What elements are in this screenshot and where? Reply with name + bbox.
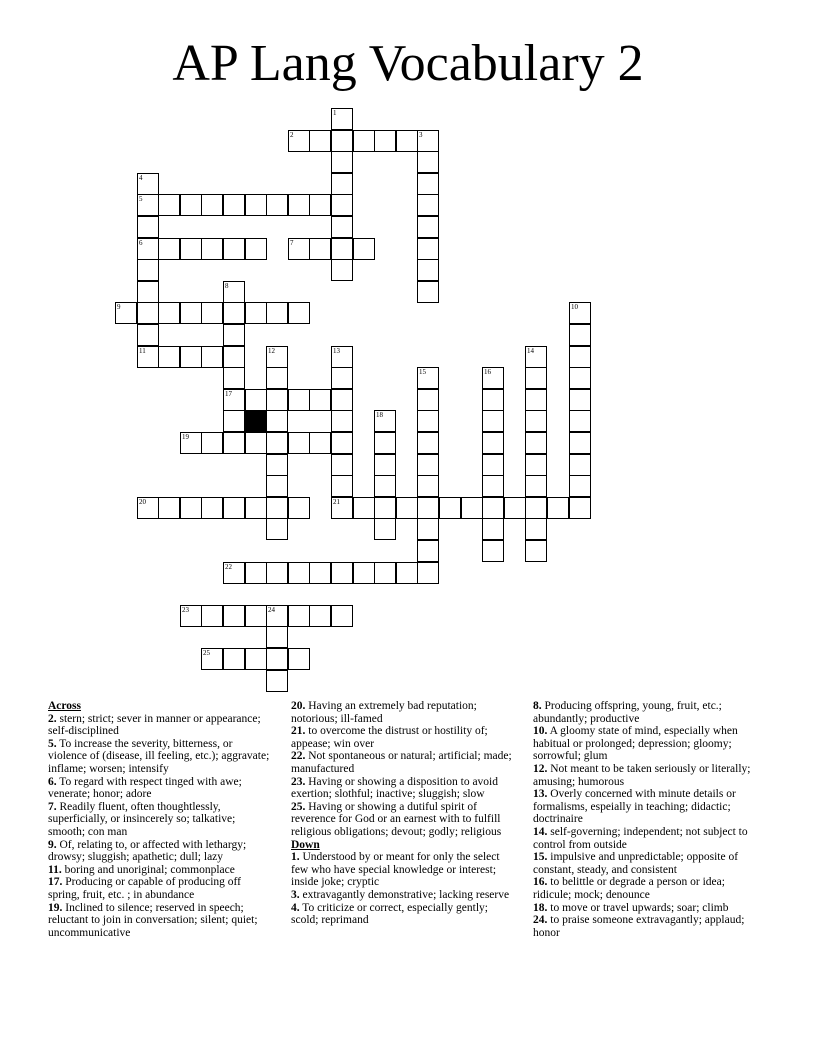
across-clue-5: 5. To increase the severity, bitterness, or violence of (disease, ill feeling, etc.); aggravate; inflame; worsen; intensify	[48, 737, 270, 775]
crossword-cell[interactable]	[180, 346, 202, 368]
crossword-cell[interactable]	[547, 497, 569, 519]
crossword-cell[interactable]	[417, 497, 439, 519]
clue-number-12: 12	[268, 347, 275, 355]
crossword-cell[interactable]	[288, 497, 310, 519]
crossword-cell[interactable]	[417, 562, 439, 584]
crossword-cell[interactable]	[482, 497, 504, 519]
crossword-cell[interactable]	[331, 389, 353, 411]
crossword-cell[interactable]	[331, 173, 353, 195]
across-clue-11: 11. boring and unoriginal; commonplace	[48, 863, 235, 876]
crossword-cell[interactable]	[223, 432, 245, 454]
crossword-cell[interactable]	[309, 194, 331, 216]
crossword-cell[interactable]	[569, 475, 591, 497]
down-clue-10: 10. A gloomy state of mind, especially when habitual or prolonged; depression; gloomy; sorrowful; glum	[533, 725, 738, 763]
crossword-cell[interactable]	[137, 324, 159, 346]
across-heading: Across	[48, 700, 82, 712]
crossword-cell[interactable]	[137, 216, 159, 238]
crossword-cell[interactable]	[266, 518, 288, 540]
crossword-cell[interactable]	[353, 497, 375, 519]
down-clue-4: 4. To criticize or correct, especially gently; scold; reprimand	[291, 901, 488, 927]
crossword-cell[interactable]	[353, 130, 375, 152]
crossword-cell[interactable]	[525, 410, 547, 432]
across-clue-20: 20. Having an extremely bad reputation; notorious; ill-famed	[291, 700, 477, 725]
crossword-cell[interactable]	[266, 389, 288, 411]
crossword-cell[interactable]	[417, 454, 439, 476]
clue-number-4: 4	[139, 174, 143, 182]
crossword-cell[interactable]	[201, 302, 223, 324]
crossword-cell[interactable]	[353, 238, 375, 260]
clue-number-24: 24	[268, 606, 275, 614]
crossword-cell[interactable]	[374, 562, 396, 584]
crossword-cell[interactable]	[331, 259, 353, 281]
crossword-cell[interactable]	[201, 605, 223, 627]
down-clue-15: 15. impulsive and unpredictable; opposite of constant, steady, and consistent	[533, 851, 739, 876]
crossword-cell[interactable]	[482, 518, 504, 540]
crossword-cell[interactable]	[461, 497, 483, 519]
crossword-cell[interactable]	[374, 475, 396, 497]
across-clue-7: 7. Readily fluent, often thoughtlessly, superficially, or insincerely so; talkative; smooth; con man	[48, 800, 236, 838]
crossword-cell[interactable]	[417, 475, 439, 497]
crossword-cell[interactable]	[525, 518, 547, 540]
down-heading: Down	[291, 838, 320, 851]
crossword-cell[interactable]	[223, 346, 245, 368]
clue-number-7: 7	[290, 239, 294, 247]
crossword-cell[interactable]	[353, 562, 375, 584]
clue-number-2: 2	[290, 131, 294, 139]
crossword-cell[interactable]	[417, 238, 439, 260]
crossword-cell[interactable]	[245, 648, 267, 670]
across-clue-21: 21. to overcome the distrust or hostility of; appease; win over	[291, 725, 488, 750]
crossword-cell[interactable]	[396, 562, 418, 584]
crossword-cell[interactable]	[201, 432, 223, 454]
crossword-cell[interactable]	[288, 389, 310, 411]
crossword-cell[interactable]	[569, 346, 591, 368]
crossword-cell[interactable]	[223, 367, 245, 389]
crossword-cell[interactable]	[266, 648, 288, 670]
crossword-cell[interactable]	[417, 281, 439, 303]
across-clue-19: 19. Inclined to silence; reserved in speech; reluctant to join in conversation; silent; quiet; uncommunicative	[48, 901, 258, 939]
crossword-cell[interactable]	[331, 475, 353, 497]
crossword-cell[interactable]	[525, 367, 547, 389]
crossword-cell[interactable]	[266, 626, 288, 648]
crossword-cell[interactable]	[374, 497, 396, 519]
down-clue-8: 8. Producing offspring, young, fruit, etc.; abundantly; productive	[533, 700, 722, 725]
crossword-cell[interactable]	[482, 540, 504, 562]
crossword-cell[interactable]	[309, 432, 331, 454]
crossword-cell[interactable]	[396, 497, 418, 519]
crossword-cell[interactable]	[223, 605, 245, 627]
clue-number-23: 23	[182, 606, 189, 614]
crossword-cell[interactable]	[525, 475, 547, 497]
crossword-cell[interactable]	[288, 648, 310, 670]
crossword-cell[interactable]	[245, 497, 267, 519]
crossword-cell[interactable]	[266, 497, 288, 519]
crossword-cell[interactable]	[569, 454, 591, 476]
crossword-cell[interactable]	[331, 454, 353, 476]
crossword-cell[interactable]	[374, 130, 396, 152]
crossword-cell[interactable]	[374, 432, 396, 454]
crossword-cell[interactable]	[417, 216, 439, 238]
crossword-cell[interactable]	[223, 194, 245, 216]
crossword-cell[interactable]	[482, 389, 504, 411]
crossword-cell[interactable]	[223, 302, 245, 324]
crossword-cell[interactable]	[201, 238, 223, 260]
crossword-cell[interactable]	[223, 410, 245, 432]
down-clue-13: 13. Overly concerned with minute details or formalisms, espeially in teaching; didactic; doctrinaire	[533, 788, 736, 826]
crossword-cell[interactable]	[331, 410, 353, 432]
crossword-cell[interactable]	[569, 432, 591, 454]
clue-number-22: 22	[225, 563, 232, 571]
across-clue-22: 22. Not spontaneous or natural; artificial; made; manufactured	[291, 750, 512, 775]
crossword-cell[interactable]	[158, 497, 180, 519]
clue-number-17: 17	[225, 390, 232, 398]
across-clue-2: 2. stern; strict; sever in manner or appearance; self-disciplined	[48, 712, 261, 738]
crossword-cell[interactable]	[245, 605, 267, 627]
crossword-cell[interactable]	[158, 194, 180, 216]
clue-number-1: 1	[333, 109, 337, 117]
clue-number-19: 19	[182, 433, 189, 441]
crossword-cell[interactable]	[288, 432, 310, 454]
crossword-cell[interactable]	[417, 432, 439, 454]
clue-number-25: 25	[203, 649, 210, 657]
down-clue-3: 3. extravagantly demonstrative; lacking reserve	[291, 888, 510, 901]
crossword-cell[interactable]	[525, 497, 547, 519]
crossword-cell[interactable]	[525, 432, 547, 454]
crossword-cell[interactable]	[201, 194, 223, 216]
crossword-cell[interactable]	[309, 389, 331, 411]
crossword-black-cell	[245, 410, 267, 432]
crossword-cell[interactable]	[569, 497, 591, 519]
down-clue-1: 1. Understood by or meant for only the select few who have special knowledge or interest; inside joke; cryptic	[291, 851, 500, 889]
crossword-cell[interactable]	[309, 605, 331, 627]
page-title: AP Lang Vocabulary 2	[172, 35, 644, 92]
crossword-cell[interactable]	[482, 454, 504, 476]
crossword-cell[interactable]	[482, 432, 504, 454]
crossword-cell[interactable]	[417, 194, 439, 216]
crossword-cell[interactable]	[525, 389, 547, 411]
clue-number-5: 5	[139, 195, 143, 203]
crossword-cell[interactable]	[569, 389, 591, 411]
crossword-cell[interactable]	[288, 302, 310, 324]
crossword-cell[interactable]	[245, 389, 267, 411]
crossword-cell[interactable]	[266, 562, 288, 584]
crossword-cell[interactable]	[309, 238, 331, 260]
crossword-cell[interactable]	[201, 346, 223, 368]
clue-number-15: 15	[419, 368, 426, 376]
clues-column-3	[533, 700, 755, 939]
crossword-cell[interactable]	[417, 173, 439, 195]
crossword-cell[interactable]	[417, 389, 439, 411]
crossword-cell[interactable]	[180, 497, 202, 519]
crossword-cell[interactable]	[374, 454, 396, 476]
across-clue-25: 25. Having or showing a dutiful spirit of reverence for God or an earnest with to fulfill religious obligations; devout; godly; religious	[291, 800, 502, 838]
crossword-cell[interactable]	[331, 130, 353, 152]
crossword-cell[interactable]	[266, 194, 288, 216]
crossword-cell[interactable]	[266, 302, 288, 324]
across-clue-23: 23. Having or showing a disposition to avoid exertion; slothful; inactive; sluggish; slow	[291, 775, 498, 801]
crossword-cell[interactable]	[288, 605, 310, 627]
crossword-cell[interactable]	[309, 562, 331, 584]
crossword-cell[interactable]	[158, 238, 180, 260]
crossword-cell[interactable]	[137, 281, 159, 303]
crossword-cell[interactable]	[288, 562, 310, 584]
clue-number-10: 10	[571, 303, 578, 311]
crossword-cell[interactable]	[569, 324, 591, 346]
down-clue-16: 16. to belittle or degrade a person or idea; ridicule; mock; denounce	[533, 876, 725, 901]
crossword-cell[interactable]	[245, 194, 267, 216]
crossword-cell[interactable]	[417, 151, 439, 173]
crossword-cell[interactable]	[331, 216, 353, 238]
across-clue-9: 9. Of, relating to, or affected with lethargy; drowsy; sluggish; apathetic; dull; lazy	[48, 838, 247, 864]
crossword-cell[interactable]	[331, 562, 353, 584]
crossword-cell[interactable]	[266, 367, 288, 389]
crossword-cell[interactable]	[309, 130, 331, 152]
crossword-cell[interactable]	[288, 194, 310, 216]
crossword-cell[interactable]	[180, 302, 202, 324]
across-clue-6: 6. To regard with respect tinged with awe; venerate; honor; adore	[48, 775, 242, 801]
clue-number-16: 16	[484, 368, 491, 376]
crossword-cell[interactable]	[266, 410, 288, 432]
crossword-cell[interactable]	[569, 367, 591, 389]
crossword-cell[interactable]	[223, 238, 245, 260]
crossword-cell[interactable]	[396, 130, 418, 152]
crossword-cell[interactable]	[158, 346, 180, 368]
crossword-cell[interactable]	[417, 540, 439, 562]
crossword-cell[interactable]	[137, 259, 159, 281]
crossword-cell[interactable]	[266, 475, 288, 497]
clue-number-14: 14	[527, 347, 534, 355]
clue-number-6: 6	[139, 239, 143, 247]
crossword-cell[interactable]	[569, 410, 591, 432]
crossword-cell[interactable]	[158, 302, 180, 324]
crossword-cell[interactable]	[201, 497, 223, 519]
crossword-cell[interactable]	[439, 497, 461, 519]
crossword-cell[interactable]	[417, 518, 439, 540]
crossword-cell[interactable]	[482, 475, 504, 497]
crossword-cell[interactable]	[180, 238, 202, 260]
crossword-cell[interactable]	[245, 562, 267, 584]
clue-number-20: 20	[139, 498, 146, 506]
crossword-cell[interactable]	[525, 454, 547, 476]
crossword-cell[interactable]	[245, 238, 267, 260]
clue-number-21: 21	[333, 498, 340, 506]
crossword-cell[interactable]	[245, 432, 267, 454]
crossword-cell[interactable]	[417, 410, 439, 432]
crossword-cell[interactable]	[331, 151, 353, 173]
crossword-cell[interactable]	[331, 238, 353, 260]
crossword-cell[interactable]	[525, 540, 547, 562]
crossword-cell[interactable]	[417, 259, 439, 281]
crossword-cell[interactable]	[180, 194, 202, 216]
crossword-cell[interactable]	[374, 518, 396, 540]
down-clue-14: 14. self-governing; independent; not subject to control from outside	[533, 825, 748, 851]
crossword-cell[interactable]	[223, 648, 245, 670]
clue-number-11: 11	[139, 347, 146, 355]
across-clue-17: 17. Producing or capable of producing off spring, fruit, etc. ; in abundance	[48, 876, 242, 901]
down-clue-18: 18. to move or travel upwards; soar; climb	[533, 901, 729, 914]
clue-number-3: 3	[419, 131, 423, 139]
clue-number-9: 9	[117, 303, 121, 311]
down-clue-24: 24. to praise someone extravagantly; applaud; honor	[533, 914, 745, 939]
crossword-cell[interactable]	[331, 194, 353, 216]
crossword-cell[interactable]	[245, 302, 267, 324]
crossword-cell[interactable]	[331, 605, 353, 627]
clues-column-2	[291, 700, 513, 927]
clues-column-1	[48, 700, 270, 939]
crossword-cell[interactable]	[266, 432, 288, 454]
crossword-cell[interactable]	[223, 497, 245, 519]
crossword-cell[interactable]	[331, 367, 353, 389]
clue-number-8: 8	[225, 282, 229, 290]
crossword-cell[interactable]	[331, 432, 353, 454]
crossword-cell[interactable]	[482, 410, 504, 432]
clue-number-18: 18	[376, 411, 383, 419]
crossword-cell[interactable]	[266, 670, 288, 692]
crossword-cell[interactable]	[504, 497, 526, 519]
crossword-cell[interactable]	[266, 454, 288, 476]
crossword-cell[interactable]	[137, 302, 159, 324]
down-clue-12: 12. Not meant to be taken seriously or literally; amusing; humorous	[533, 762, 751, 788]
crossword-cell[interactable]	[223, 324, 245, 346]
clue-number-13: 13	[333, 347, 340, 355]
